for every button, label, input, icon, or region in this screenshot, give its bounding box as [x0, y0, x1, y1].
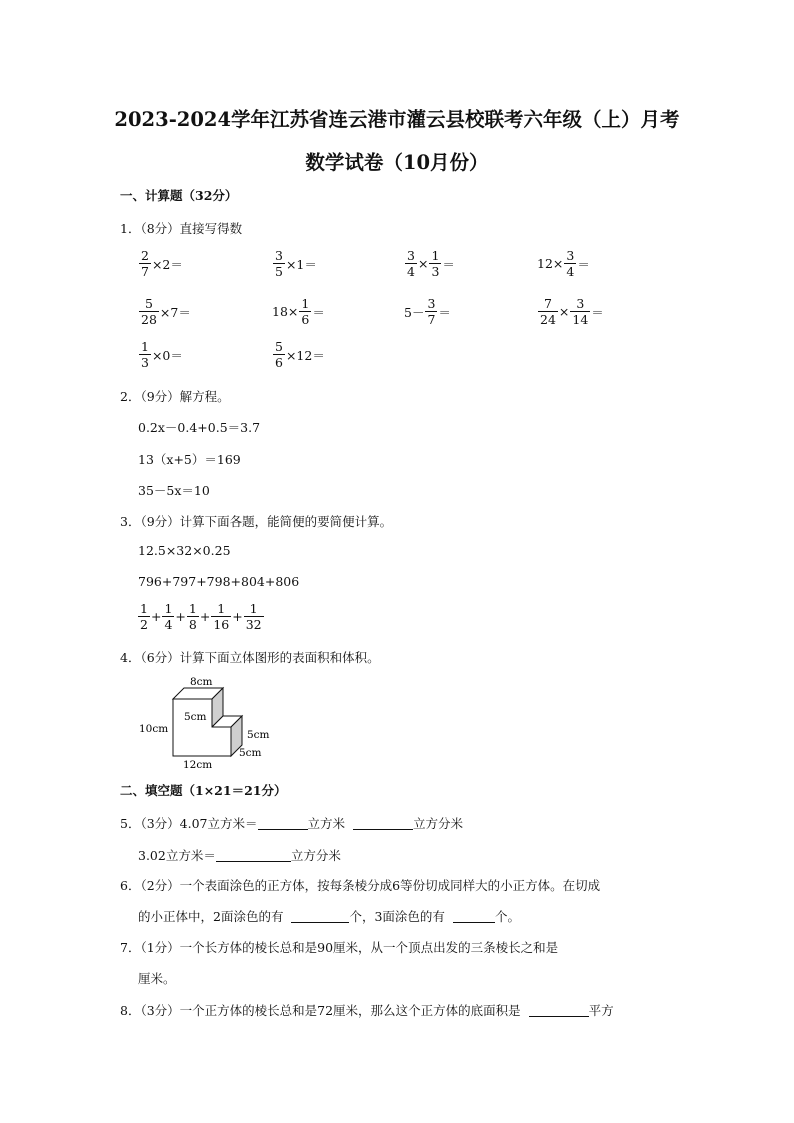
fraction	[538, 296, 558, 327]
page-title: 2023-2024学年江苏省连云港市灌云县校联考六年级（上）月考	[114, 108, 680, 131]
mental-calc-item	[537, 248, 590, 279]
equation-1: 0.2x－0.4+0.5＝3.7	[138, 420, 261, 435]
fraction-numerator: 2	[141, 248, 149, 263]
fraction-numerator: 5	[144, 296, 153, 311]
section-heading-calc: 一、计算题（32分）	[120, 188, 238, 203]
fraction	[299, 296, 311, 327]
fraction	[211, 601, 231, 632]
fraction-numerator: 5	[275, 339, 283, 354]
q5-text-c: 立方分米	[413, 816, 464, 831]
item-operator: ×2＝	[151, 256, 183, 272]
q5-text-e: 立方分米	[290, 848, 341, 863]
fraction-denominator: 32	[245, 617, 262, 632]
page-title-line2: 数学试卷（10月份）	[305, 151, 489, 174]
q5-text-a: 5．（3分）4.07立方米＝	[120, 816, 258, 831]
q6-blank-1[interactable]	[291, 909, 349, 923]
fraction-denominator: 7	[427, 312, 436, 327]
item-prefix: 5－	[404, 304, 425, 320]
plus-sign: +	[199, 609, 211, 624]
mental-calc-item	[537, 296, 604, 327]
fraction-denominator: 6	[301, 312, 310, 327]
q6-text-c: 个。	[494, 909, 520, 924]
dim-bottom: 12cm	[183, 759, 213, 771]
fraction-denominator: 6	[275, 355, 283, 370]
fraction-numerator: 1	[164, 601, 173, 616]
item-operator: ×12＝	[285, 347, 325, 363]
fraction-denominator: 3	[141, 355, 149, 370]
dim-step-height: 5cm	[247, 729, 270, 741]
mental-calc-item	[404, 296, 451, 327]
fraction-numerator: 7	[543, 296, 552, 311]
item-operator: ＝	[438, 304, 451, 320]
item-operator: ×	[417, 256, 429, 271]
item-operator: ×7＝	[159, 304, 191, 320]
fraction	[187, 601, 199, 632]
expression-1: 12.5×32×0.25	[138, 543, 231, 558]
mental-calc-item	[138, 296, 191, 327]
fraction	[564, 248, 576, 279]
expression-3-fraction-sum	[137, 601, 265, 632]
question-2-label: 2．（9分）解方程。	[120, 389, 230, 404]
fraction-denominator: 4	[566, 264, 575, 279]
fraction-denominator: 5	[275, 264, 283, 279]
plus-sign: +	[150, 609, 162, 624]
fraction-numerator: 3	[275, 248, 283, 263]
fraction	[273, 248, 285, 279]
fraction-denominator: 3	[431, 264, 440, 279]
question-1-label: 1．（8分）直接写得数	[120, 221, 243, 236]
equation-2: 13（x+5）＝169	[138, 452, 241, 467]
fraction	[139, 248, 151, 279]
dim-inner: 5cm	[184, 711, 207, 723]
item-operator: ＝	[312, 304, 325, 320]
question-7-line1: 7．（1分）一个长方体的棱长总和是90厘米，从一个顶点出发的三条棱长之和是	[120, 940, 559, 955]
fraction-numerator: 1	[141, 339, 149, 354]
fraction-numerator: 1	[217, 601, 226, 616]
mental-calc-item	[404, 248, 455, 279]
fraction-denominator: 7	[141, 264, 149, 279]
mental-calc-item	[272, 296, 325, 327]
mental-calc-item	[272, 248, 317, 279]
fraction-denominator: 4	[164, 617, 173, 632]
dim-left: 10cm	[139, 723, 169, 735]
fraction-numerator: 1	[301, 296, 310, 311]
item-prefix: 12×	[537, 256, 564, 271]
dim-step-depth: 5cm	[239, 747, 262, 759]
equation-3: 35－5x＝10	[138, 483, 210, 498]
fraction	[405, 248, 417, 279]
q5-text-d: 3.02立方米＝	[138, 848, 216, 863]
q8-blank-1[interactable]	[529, 1003, 589, 1017]
fraction-numerator: 1	[188, 601, 197, 616]
fraction-numerator: 3	[407, 248, 415, 263]
plus-sign: +	[175, 609, 186, 624]
dim-top: 8cm	[190, 676, 213, 688]
q8-text-a: 8．（3分）一个正方体的棱长总和是72厘米，那么这个正方体的底面积是	[120, 1003, 521, 1018]
question-3-label: 3．（9分）计算下面各题，能简便的要简便计算。	[120, 514, 393, 529]
expression-2: 796+797+798+804+806	[138, 574, 300, 589]
mental-calc-item	[272, 339, 325, 370]
q6-text-a: 的小正体中，2面涂色的有	[138, 909, 284, 924]
fraction-numerator: 3	[566, 248, 575, 263]
fraction-numerator: 1	[431, 248, 440, 263]
l-shaped-solid-figure	[135, 672, 285, 772]
q8-text-b: 平方	[588, 1003, 614, 1018]
fraction-numerator: 3	[576, 296, 585, 311]
q5-blank-2[interactable]	[353, 816, 413, 830]
question-8-line1	[120, 1001, 614, 1019]
item-operator: ×1＝	[285, 256, 317, 272]
fraction-denominator: 14	[572, 312, 589, 327]
q5-text-b: 立方米	[307, 816, 346, 831]
fraction-numerator: 1	[140, 601, 148, 616]
q6-text-b: 个，3面涂色的有	[349, 909, 445, 924]
item-operator: ×	[558, 304, 570, 319]
question-5-line1	[120, 814, 463, 832]
plus-sign: +	[232, 609, 243, 624]
fraction-denominator: 4	[407, 264, 415, 279]
item-operator: ＝	[577, 256, 590, 272]
item-suffix: ＝	[442, 256, 455, 272]
mental-calc-item	[138, 339, 183, 370]
mental-calc-item	[138, 248, 183, 279]
fraction	[162, 601, 174, 632]
question-4-label: 4．（6分）计算下面立体图形的表面积和体积。	[120, 650, 380, 665]
question-6-line2	[138, 907, 520, 925]
fraction-denominator: 8	[188, 617, 197, 632]
fraction-denominator: 2	[140, 617, 148, 632]
fraction	[273, 339, 285, 370]
fraction-denominator: 16	[213, 617, 230, 632]
question-5-line2	[138, 846, 341, 864]
q5-blank-1[interactable]	[258, 816, 308, 830]
item-suffix: ＝	[591, 304, 604, 320]
fraction	[244, 601, 264, 632]
q6-blank-2[interactable]	[453, 909, 495, 923]
question-6-line1: 6．（2分）一个表面涂色的正方体，按每条棱分成6等份切成同样大的小正方体。在切成	[120, 878, 601, 893]
fraction	[425, 296, 437, 327]
fraction	[429, 248, 441, 279]
fraction-numerator: 3	[427, 296, 436, 311]
item-prefix: 18×	[272, 304, 299, 319]
fraction-numerator: 1	[249, 601, 258, 616]
fraction	[570, 296, 590, 327]
fraction	[139, 339, 151, 370]
fraction-denominator: 28	[141, 312, 157, 327]
fraction	[138, 601, 150, 632]
fraction	[139, 296, 159, 327]
q5-blank-3[interactable]	[216, 848, 291, 862]
fraction-denominator: 24	[540, 312, 556, 327]
question-7-line2: 厘米。	[138, 971, 176, 986]
item-operator: ×0＝	[151, 347, 183, 363]
section-heading-fill: 二、填空题（1×21＝21分）	[120, 783, 287, 798]
